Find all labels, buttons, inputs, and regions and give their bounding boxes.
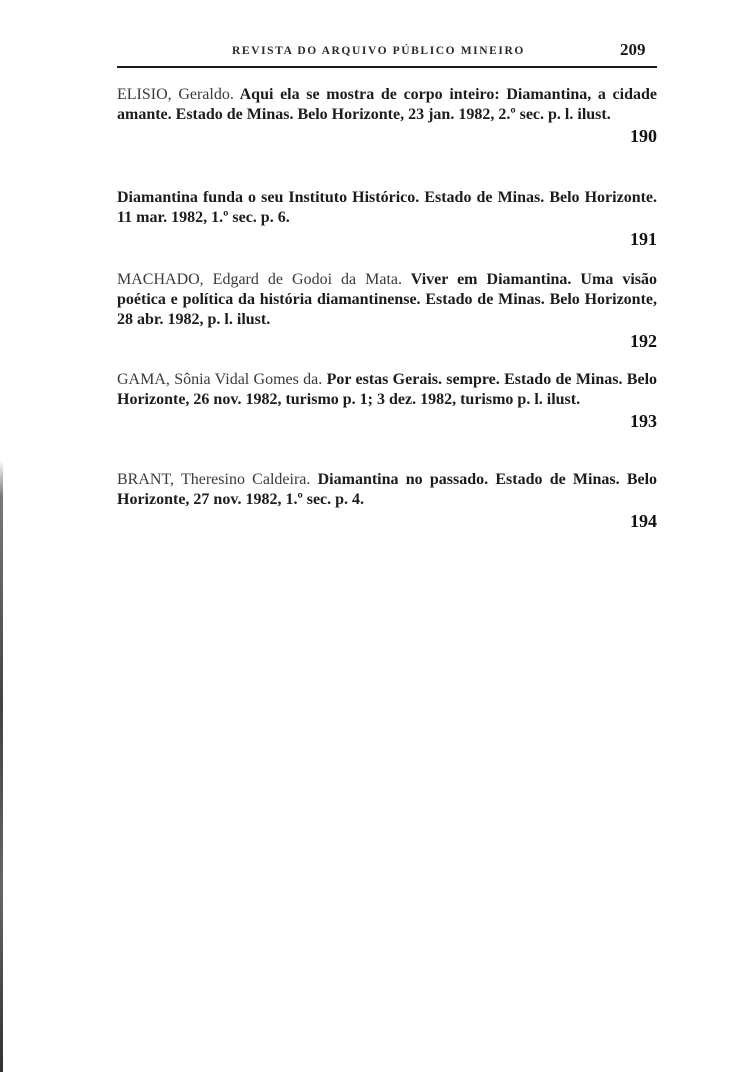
entry-title: Viver em Diamantina. Uma visão poética e política da história diamantinense. (117, 271, 658, 308)
entry-source: Estado de Minas. Belo Horizonte, 23 jan. 1982, 2.º sec. p. l. ilust. (175, 106, 611, 123)
bibliography-entry (117, 270, 657, 352)
entry-text (117, 270, 657, 330)
bibliography-entry (117, 85, 657, 147)
entry-number: 192 (630, 331, 657, 351)
entry-title: Aqui ela se mostra de corpo inteiro: Diamantina, a cidade amante. (117, 86, 657, 123)
entry-title: Diamantina funda o seu Instituto Histórico. (117, 189, 420, 206)
entry-text (117, 85, 657, 125)
entry-source: Estado de Minas. Belo Horizonte, 27 nov. 1982, 1.º sec. p. 4. (117, 471, 658, 508)
entry-title: Diamantina no passado. (317, 471, 489, 488)
entry-text (117, 370, 657, 410)
bibliography-entry (117, 188, 657, 250)
entry-text (117, 470, 657, 510)
running-title: REVISTA DO ARQUIVO PÚBLICO MINEIRO (232, 45, 525, 57)
entry-author: MACHADO, Edgard de Godoi da Mata. (117, 271, 403, 288)
entry-number: 190 (630, 126, 657, 146)
bibliography-entry (117, 470, 657, 532)
entry-author: GAMA, Sônia Vidal Gomes da. (117, 371, 323, 388)
entry-author: ELISIO, Geraldo. (117, 86, 234, 103)
entry-text (117, 188, 657, 228)
scan-edge-shadow (0, 460, 3, 1072)
entry-author: BRANT, Theresino Caldeira. (117, 471, 311, 488)
page-number: 209 (620, 40, 646, 59)
entry-title: Por estas Gerais. sempre. (326, 371, 500, 388)
entry-source: Estado de Minas. Belo Horizonte, 26 nov. 1982, turismo p. 1; 3 dez. 1982, turismo p. l. ilust. (117, 371, 658, 408)
entry-source: Estado de Minas. Belo Horizonte, 28 abr. 1982, p. l. ilust. (117, 291, 658, 328)
entry-source: Estado de Minas. Belo Horizonte. 11 mar. 1982, 1.º sec. p. 6. (117, 189, 658, 226)
entry-number: 191 (630, 229, 657, 249)
entry-number: 194 (630, 511, 657, 531)
header-rule (117, 66, 657, 68)
entry-number: 193 (630, 411, 657, 431)
bibliography-entry (117, 370, 657, 432)
